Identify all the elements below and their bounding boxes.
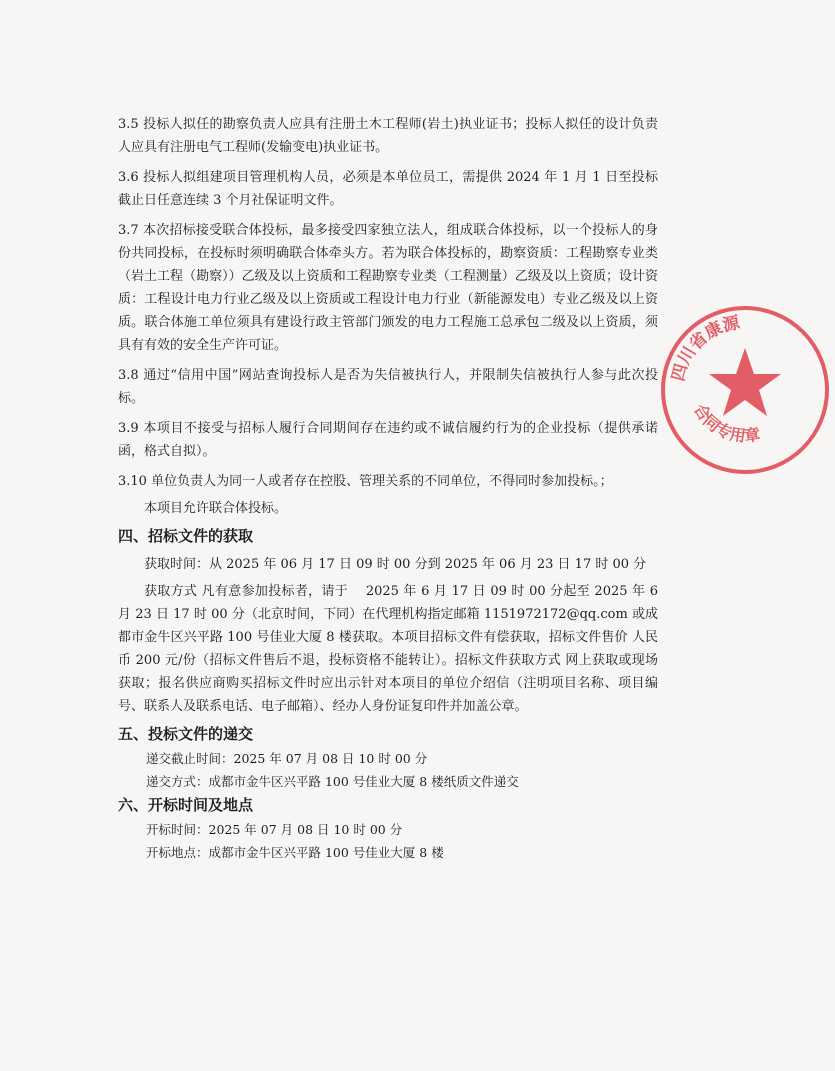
submission-method: 递交方式：成都市金牛区兴平路 100 号佳业大厦 8 楼纸质文件递交 bbox=[146, 774, 519, 789]
clause-3-8: 3.8 通过“信用中国”网站查询投标人是否为失信被执行人，并限制失信被执行人参与此次投标。 bbox=[118, 368, 658, 406]
company-seal bbox=[655, 300, 835, 480]
clause-3-9: 3.9 本项目不接受与招标人履行合同期间存在违约或不诚信履约行为的企业投标（提供承诺函，格式自拟）。 bbox=[118, 421, 658, 459]
document-body bbox=[118, 113, 658, 864]
acquisition-time: 获取时间：从 2025 年 06 月 17 日 09 时 00 分到 2025 年 06 月 23 日 17 时 00 分 bbox=[144, 557, 647, 572]
svg-text:四川省康源 bbox=[668, 312, 742, 384]
seal-text-bottom: 合同专用章 bbox=[690, 400, 762, 446]
acquisition-method: 获取方式 凡有意参加投标者，请于 2025 年 6 月 17 日 09 时 00 分起至 2025 年 6 月 23 日 17 时 00 分（北京时间，下同）在代理机构指定邮箱 1151972172@qq.com 或成都市金牛区兴平路 100 号佳业大厦 8 楼获取。本项目招标文件有偿获取，招标文件售价 人民币 200 元/份（招标文件售后不退，投标资格不能转让）。招标文件获取方式 网上获取或现场获取；报名供应商购买招标文件时应出示针对本项目的单位介绍信（注明项目名称、项目编号、联系人及联系电话、电子邮箱）、经办人身份证复印件并加盖公章。 bbox=[118, 584, 658, 714]
clause-3-5: 3.5 投标人拟任的勘察负责人应具有注册土木工程师(岩土)执业证书；投标人拟任的设计负责人应具有注册电气工程师(发输变电)执业证书。 bbox=[118, 117, 658, 155]
section-6-heading: 六、开标时间及地点 bbox=[118, 796, 254, 814]
seal-text-top: 四川省康源 bbox=[668, 312, 742, 384]
joint-bid-note: 本项目允许联合体投标。 bbox=[144, 501, 288, 516]
section-4-heading: 四、招标文件的获取 bbox=[118, 527, 254, 545]
section-5-heading: 五、投标文件的递交 bbox=[118, 725, 254, 743]
seal-star-icon bbox=[709, 348, 781, 416]
opening-place: 开标地点：成都市金牛区兴平路 100 号佳业大厦 8 楼 bbox=[146, 845, 444, 860]
clause-3-7: 3.7 本次招标接受联合体投标，最多接受四家独立法人，组成联合体投标，以一个投标人的身份共同投标，在投标时须明确联合体牵头方。若为联合体投标的，勘察资质：工程勘察专业类（岩土工程（勘察））乙级及以上资质和工程勘察专业类（工程测量）乙级及以上资质；设计资质：工程设计电力行业乙级及以上资质或工程设计电力行业（新能源发电）专业乙级及以上资质。联合体施工单位须具有建设行政主管部门颁发的电力工程施工总承包二级及以上资质，须具有有效的安全生产许可证。 bbox=[118, 223, 658, 353]
opening-time: 开标时间：2025 年 07 月 08 日 10 时 00 分 bbox=[146, 822, 403, 837]
clause-3-6: 3.6 投标人拟组建项目管理机构人员，必须是本单位员工，需提供 2024 年 1 月 1 日至投标截止日任意连续 3 个月社保证明文件。 bbox=[118, 170, 658, 208]
clause-3-10: 3.10 单位负责人为同一人或者存在控股、管理关系的不同单位，不得同时参加投标。； bbox=[118, 474, 613, 489]
submission-deadline: 递交截止时间：2025 年 07 月 08 日 10 时 00 分 bbox=[146, 751, 428, 766]
